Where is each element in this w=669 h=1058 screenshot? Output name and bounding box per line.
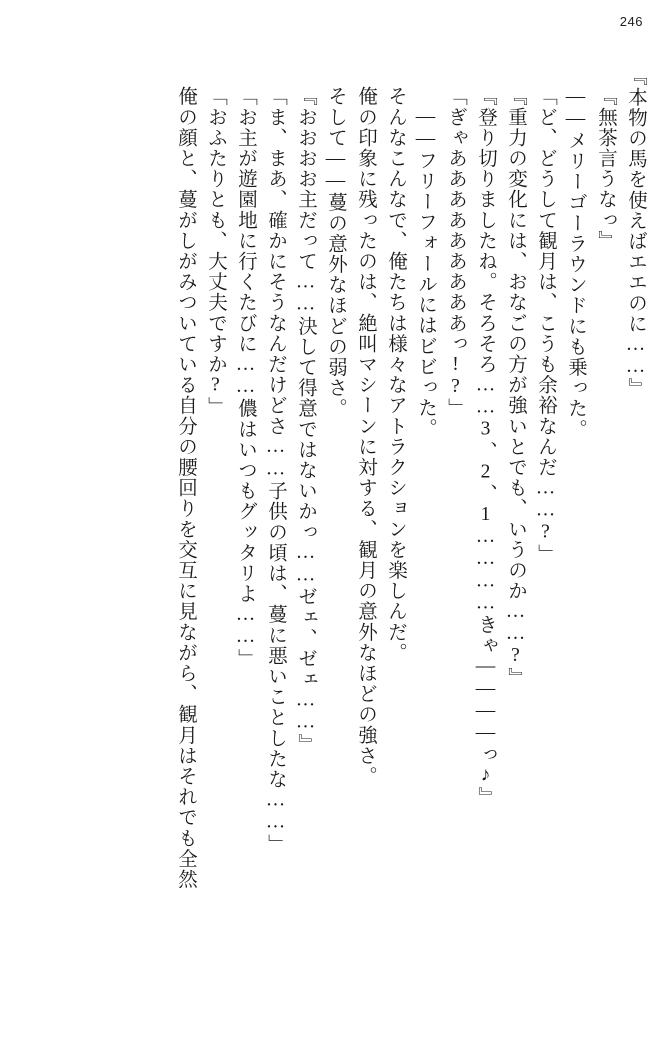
text-column: 俺の顔と、蔓がしがみついている自分の腰回りを交互に見ながら、観月はそれでも全然 (175, 86, 196, 890)
text-column: 『登り切りましたね。そろそろ……3、2、1…………きゃ――――っ♪』 (475, 86, 496, 808)
text-column: ――メリーゴーラウンドにも乗った。 (565, 86, 586, 440)
text-column: 「おふたりとも、大丈夫ですか?」 (205, 86, 226, 418)
text-column: 「ま、まあ、確かにそうなんだけどさ……子供の頃は、蔓に悪いことしたな……」 (265, 86, 286, 855)
text-column: 「ど、どうして観月は、こうも余裕なんだ……?」 (535, 86, 556, 565)
text-column: 『無茶言うなっ』 (595, 86, 616, 251)
text-column: 『おおおお主だって……決して得意ではないかっ……ゼェ、ゼェ……』 (295, 86, 316, 755)
text-column: ――フリーフォールにはビビった。 (415, 106, 436, 439)
text-column: 『重力の変化には、おなごの方が強いとでも、いうのか……?』 (505, 86, 526, 688)
text-column: 『本物の馬を使えばエエのに……』 (625, 66, 646, 399)
text-column: そして――蔓の意外なほどの弱さ。 (325, 86, 346, 419)
text-column: 「お主が遊園地に行くたびに……儂はいつもグッタリよ……」 (235, 86, 256, 669)
page-number: 246 (619, 14, 643, 29)
text-column: そんなこんなで、俺たちは様々なアトラクションを楽しんだ。 (385, 86, 406, 663)
text-column: 「ぎゃあああああああああっ!?」 (445, 86, 466, 419)
vertical-text-body (165, 66, 645, 1018)
text-column: 俺の印象に残ったのは、絶叫マシーンに対する、観月の意外なほどの強さ。 (355, 86, 376, 787)
